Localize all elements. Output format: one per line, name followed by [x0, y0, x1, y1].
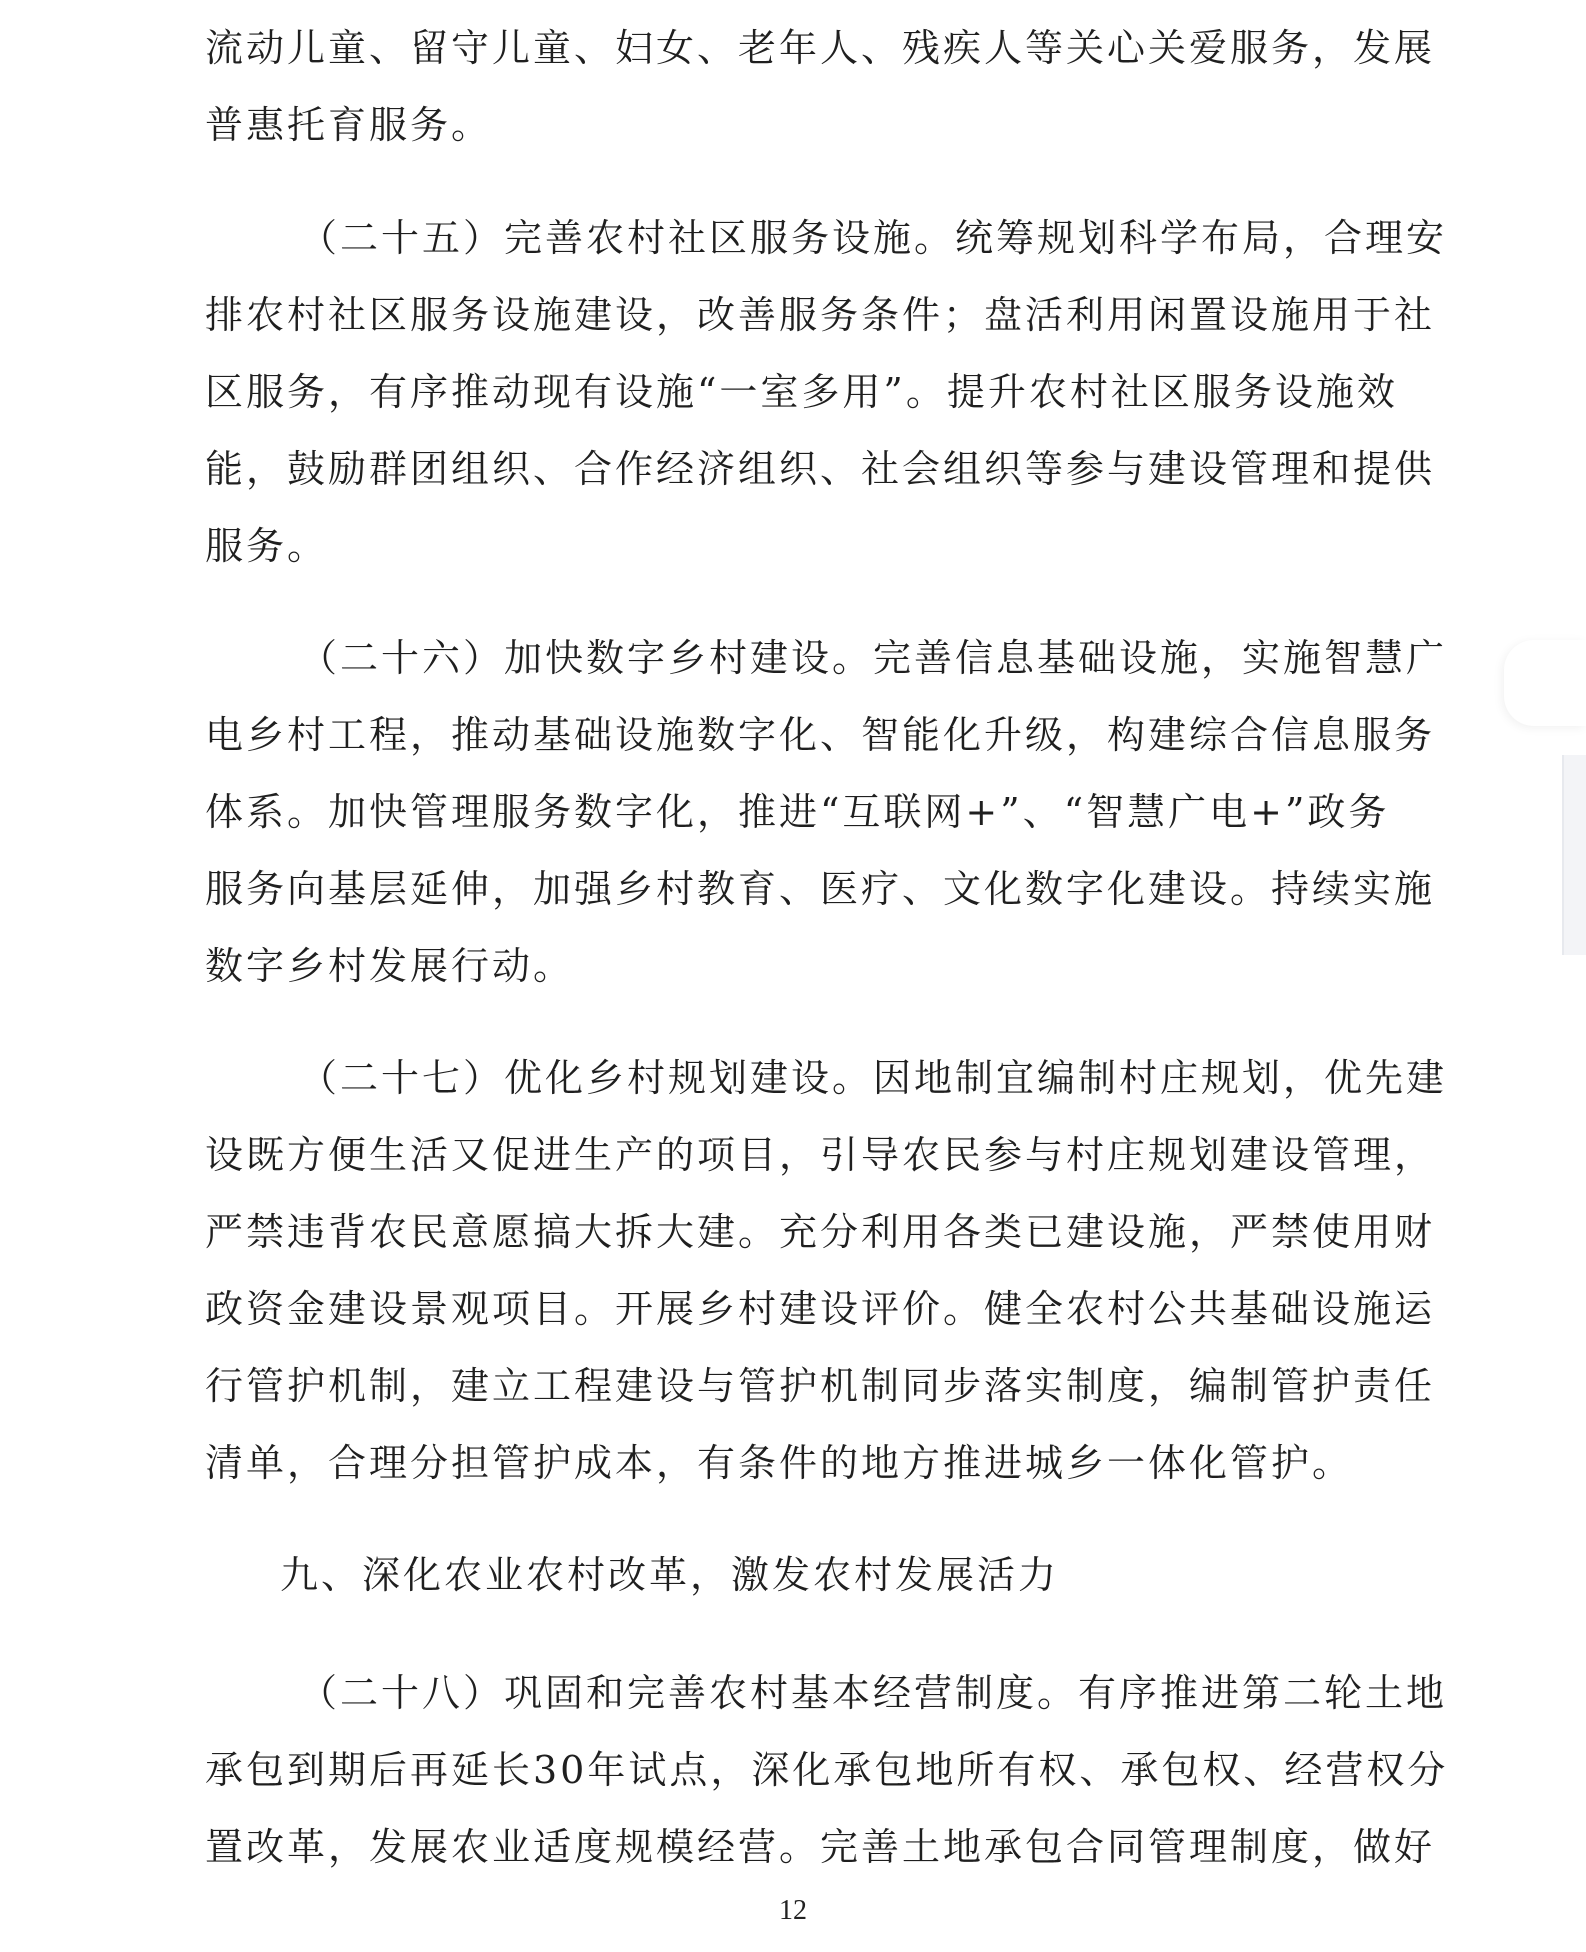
text-line: 清单，合理分担管护成本，有条件的地方推进城乡一体化管护。 — [205, 1441, 1354, 1485]
text-line: 排农村社区服务设施建设，改善服务条件；盘活利用闲置设施用于社 — [205, 293, 1436, 337]
text-line: 体系。加快管理服务数字化，推进“互联网+”、“智慧广电+”政务 — [205, 790, 1390, 834]
text-line: 行管护机制，建立工程建设与管护机制同步落实制度，编制管护责任 — [205, 1364, 1436, 1408]
paragraph-continuation — [205, 10, 1436, 164]
text-line: 数字乡村发展行动。 — [205, 944, 575, 988]
floating-side-button[interactable] — [1504, 640, 1586, 726]
text-line: 服务。 — [205, 524, 329, 568]
text-line: 电乡村工程，推动基础设施数字化、智能化升级，构建综合信息服务 — [205, 713, 1436, 757]
scrollbar[interactable] — [1562, 755, 1586, 955]
page-number: 12 — [779, 1895, 807, 1926]
text-line: （二十八）巩固和完善农村基本经营制度。有序推进第二轮土地 — [299, 1671, 1448, 1715]
text-line: 服务向基层延伸，加强乡村教育、医疗、文化数字化建设。持续实施 — [205, 867, 1436, 911]
text-line: （二十七）优化乡村规划建设。因地制宜编制村庄规划，优先建 — [299, 1056, 1448, 1100]
paragraph-28 — [205, 1655, 1449, 1886]
text-line: 设既方便生活又促进生产的项目，引导农民参与村庄规划建设管理， — [205, 1133, 1436, 1177]
paragraph-27 — [205, 1040, 1448, 1502]
text-line: 严禁违背农民意愿搞大拆大建。充分利用各类已建设施，严禁使用财 — [205, 1210, 1436, 1254]
paragraph-25 — [205, 200, 1448, 585]
text-line: 区服务，有序推动现有设施“一室多用”。提升农村社区服务设施效 — [205, 370, 1398, 414]
text-line: 承包到期后再延长30年试点，深化承包地所有权、承包权、经营权分 — [205, 1748, 1449, 1792]
text-line: （二十五）完善农村社区服务设施。统筹规划科学布局，合理安 — [299, 216, 1448, 260]
text-line: 能，鼓励群团组织、合作经济组织、社会组织等参与建设管理和提供 — [205, 447, 1436, 491]
text-line: 置改革，发展农业适度规模经营。完善土地承包合同管理制度，做好 — [205, 1825, 1436, 1869]
text-line: 普惠托育服务。 — [205, 103, 493, 147]
text-line: （二十六）加快数字乡村建设。完善信息基础设施，实施智慧广 — [299, 636, 1448, 680]
text-line: 政资金建设景观项目。开展乡村建设评价。健全农村公共基础设施运 — [205, 1287, 1436, 1331]
paragraph-26 — [205, 620, 1448, 1005]
text-line: 流动儿童、留守儿童、妇女、老年人、残疾人等关心关爱服务，发展 — [205, 26, 1436, 70]
section-heading: 九、深化农业农村改革，激发农村发展活力 — [280, 1553, 1060, 1597]
